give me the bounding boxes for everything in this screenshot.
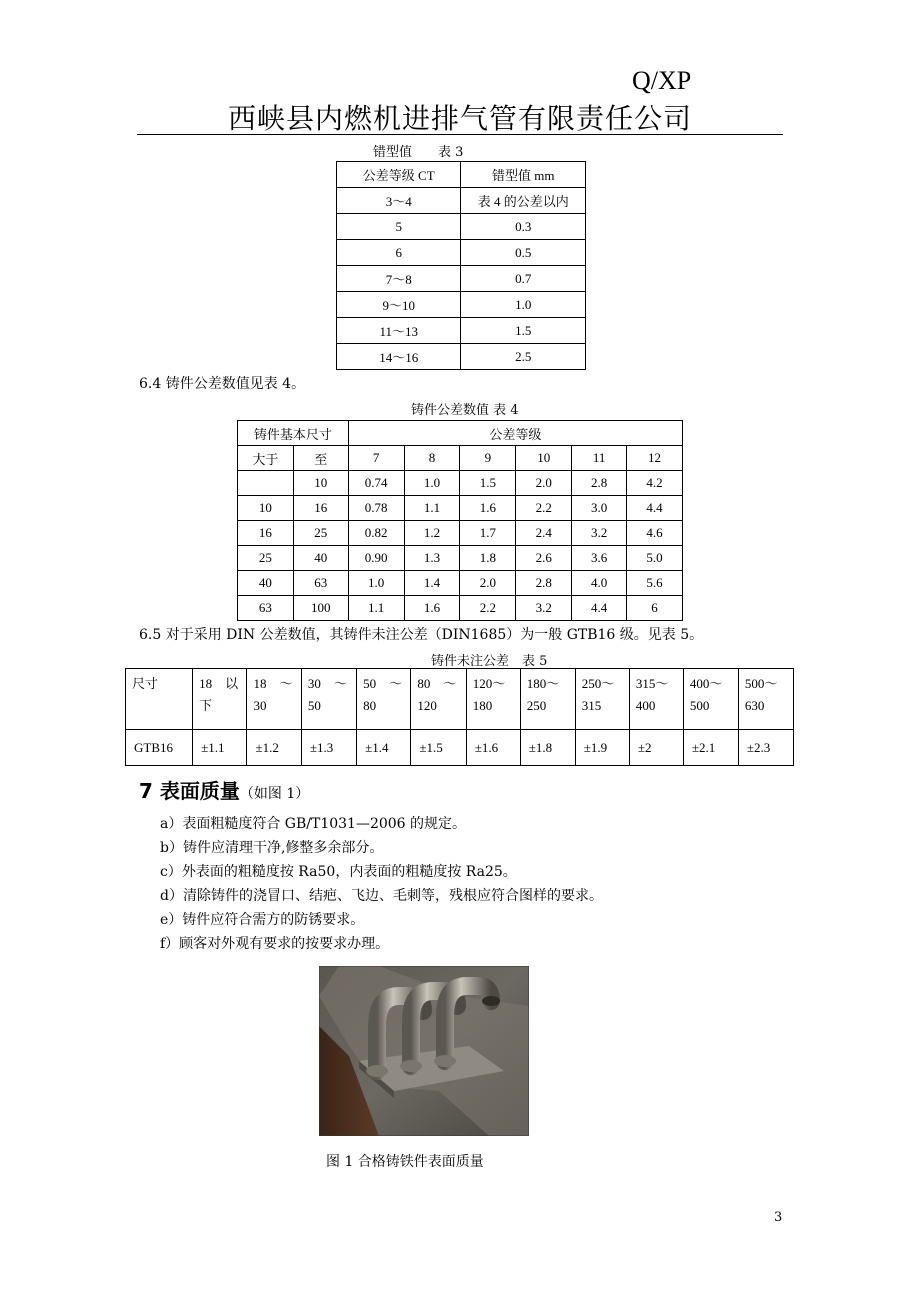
table3 [336,161,586,370]
table-cell: 2.0 [460,571,516,596]
table-cell: 14～16 [337,344,461,370]
document-code: Q/XP [632,66,692,95]
range-text: 250～ [581,676,615,691]
table-cell: 2.8 [516,571,572,596]
range-cell [247,669,301,730]
table-row [337,240,586,266]
table-row [238,496,683,521]
range-text: 180～ [526,676,560,691]
range-text: 630 [744,698,765,713]
table-cell: 5.0 [627,546,683,571]
table-header-row [337,162,586,188]
range-text: 500 [689,698,710,713]
range-text: 18 ～ [253,676,293,691]
table-cell: 1.0 [348,571,404,596]
table-cell: 1.8 [460,546,516,571]
table-cell: 16 [238,521,294,546]
section-7-title: 7 表面质量 [139,779,240,803]
range-text: 120 [417,698,437,713]
table-cell: 3.2 [572,521,627,546]
company-name: 西峡县内燃机进排气管有限责任公司 [227,102,692,135]
table-cell: 10 [293,471,348,496]
range-cell [738,669,793,730]
range-text: 120～ [472,676,506,691]
table-header-cell [126,669,193,730]
table-cell: 0.90 [348,546,404,571]
table-header-cell: 公差等级 [348,421,682,446]
range-text: 180 [472,698,493,713]
grade-label: GTB16 [126,730,193,766]
table-cell: 9～10 [337,292,461,318]
table-cell: 5 [337,214,461,240]
table-cell: 40 [293,546,348,571]
table-cell: 1.7 [460,521,516,546]
figure-caption: 图 1 合格铸铁件表面质量 [326,1154,484,1170]
table-cell: 2.4 [516,521,572,546]
table-cell: 1.6 [460,496,516,521]
table-subheader-row [238,446,683,471]
table-cell: 1.4 [404,571,460,596]
header-rule [137,134,783,135]
table-cell: 4.4 [572,596,627,621]
table-cell [238,471,294,496]
table-header-cell: 至 [293,446,348,471]
table-header-cell: 10 [516,446,572,471]
table-cell: ±1.9 [575,730,629,766]
table5-caption: 铸件未注公差 表 5 [431,654,548,669]
table-cell: ±1.4 [357,730,411,766]
range-cell [466,669,520,730]
section-7-items [160,812,603,956]
list-item: a）表面粗糙度符合 GB/T1031—2006 的规定。 [160,816,467,832]
table-cell: 0.82 [348,521,404,546]
table-header-cell: 大于 [238,446,294,471]
table-cell: 1.5 [461,318,586,344]
table-cell: ±2.1 [683,730,738,766]
table-cell: ±1.5 [411,730,466,766]
table-row [337,344,586,370]
table-cell: 0.3 [461,214,586,240]
table-cell: 16 [293,496,348,521]
table-cell: ±1.8 [520,730,575,766]
table-cell: 表 4 的公差以内 [461,188,586,214]
size-label: 尺寸 [132,676,159,691]
table-cell: 1.6 [404,596,460,621]
table-cell: 1.1 [404,496,460,521]
table-row [238,471,683,496]
range-text: 18 以 [199,676,239,691]
table-cell: 0.74 [348,471,404,496]
table-cell: 5.6 [627,571,683,596]
range-text: 315～ [635,676,669,691]
range-text: 80 [363,698,377,713]
table-row [238,546,683,571]
table-row [337,188,586,214]
table4-caption: 铸件公差数值 表 4 [411,403,519,418]
section-7-note: （如图 1） [239,786,310,802]
range-text: 315 [581,698,602,713]
table-cell: 25 [238,546,294,571]
range-text: 50 ～ [363,676,403,691]
list-item: b）铸件应清理干净,修整多余部分。 [160,840,384,856]
table-header-cell: 8 [404,446,460,471]
table-cell: ±2 [629,730,683,766]
table-cell: 4.2 [627,471,683,496]
table-cell: 1.0 [461,292,586,318]
table-row [238,596,683,621]
table-cell: ±1.2 [247,730,301,766]
table-cell: 3.2 [516,596,572,621]
list-item: f）顾客对外观有要求的按要求办理。 [160,936,390,952]
table-cell: 4.6 [627,521,683,546]
section-6-4: 6.4 铸件公差数值见表 4。 [139,376,306,392]
table-cell: ±1.1 [193,730,247,766]
table5 [125,668,794,766]
table-cell: 1.1 [348,596,404,621]
table-cell: 7～8 [337,266,461,292]
table-cell: 1.5 [460,471,516,496]
range-cell [520,669,575,730]
range-cell [301,669,356,730]
table-cell: 2.0 [516,471,572,496]
range-cell [683,669,738,730]
range-text: 400 [635,698,656,713]
table-header-cell: 错型值 mm [461,162,586,188]
table-cell: 25 [293,521,348,546]
table-header-cell: 7 [348,446,404,471]
table-cell: 10 [238,496,294,521]
page-number: 3 [774,1210,783,1225]
table-row [337,292,586,318]
table-cell: 63 [293,571,348,596]
table-cell: ±1.6 [466,730,520,766]
table-cell: 2.2 [516,496,572,521]
table-cell: 63 [238,596,294,621]
table-cell: ±1.3 [301,730,356,766]
table-cell: 2.8 [572,471,627,496]
table-cell: 3～4 [337,188,461,214]
table-cell: 4.0 [572,571,627,596]
table-row [337,214,586,240]
table-header-cell: 公差等级 CT [337,162,461,188]
section-6-5: 6.5 对于采用 DIN 公差数值，其铸件未注公差（DIN1685）为一般 GTB16 级。见表 5。 [139,627,704,643]
table-cell: 3.0 [572,496,627,521]
table-cell: 1.3 [404,546,460,571]
table-cell: 2.6 [516,546,572,571]
table-cell: 6 [337,240,461,266]
table3-caption: 错型值 表 3 [373,145,464,160]
section-7-heading [139,775,309,804]
range-cell [411,669,466,730]
table4 [237,420,683,621]
table-cell: ±2.3 [738,730,793,766]
table-cell: 0.78 [348,496,404,521]
table-header-cell: 12 [627,446,683,471]
table-cell: 11～13 [337,318,461,344]
table-row [238,521,683,546]
table-cell: 100 [293,596,348,621]
table-row [126,730,794,766]
range-text: 80 ～ [417,676,457,691]
table-cell: 2.5 [461,344,586,370]
table-header-cell: 11 [572,446,627,471]
range-text: 250 [526,698,547,713]
range-text: 400～ [689,676,723,691]
table-cell: 1.2 [404,521,460,546]
table-cell: 0.7 [461,266,586,292]
range-cell [575,669,629,730]
table-header-row [238,421,683,446]
table-cell: 6 [627,596,683,621]
table-cell: 40 [238,571,294,596]
range-text: 下 [199,698,213,713]
range-text: 500～ [744,676,778,691]
casting-photo [319,966,529,1136]
list-item: c）外表面的粗糙度按 Ra50，内表面的粗糙度按 Ra25。 [160,864,517,880]
table-header-row [126,669,794,730]
list-item: d）清除铸件的浇冒口、结疤、飞边、毛刺等，残根应符合图样的要求。 [160,888,603,904]
table-row [337,266,586,292]
range-cell [193,669,247,730]
table-cell: 0.5 [461,240,586,266]
range-cell [629,669,683,730]
table-row [337,318,586,344]
table-cell: 2.2 [460,596,516,621]
table-header-cell: 铸件基本尺寸 [238,421,349,446]
range-cell [357,669,411,730]
table-row [238,571,683,596]
list-item: e）铸件应符合需方的防锈要求。 [160,912,365,928]
table-header-cell: 9 [460,446,516,471]
range-text: 50 [307,698,321,713]
table-cell: 3.6 [572,546,627,571]
table-cell: 4.4 [627,496,683,521]
range-text: 30 [253,698,267,713]
range-text: 30 ～ [307,676,347,691]
table-cell: 1.0 [404,471,460,496]
